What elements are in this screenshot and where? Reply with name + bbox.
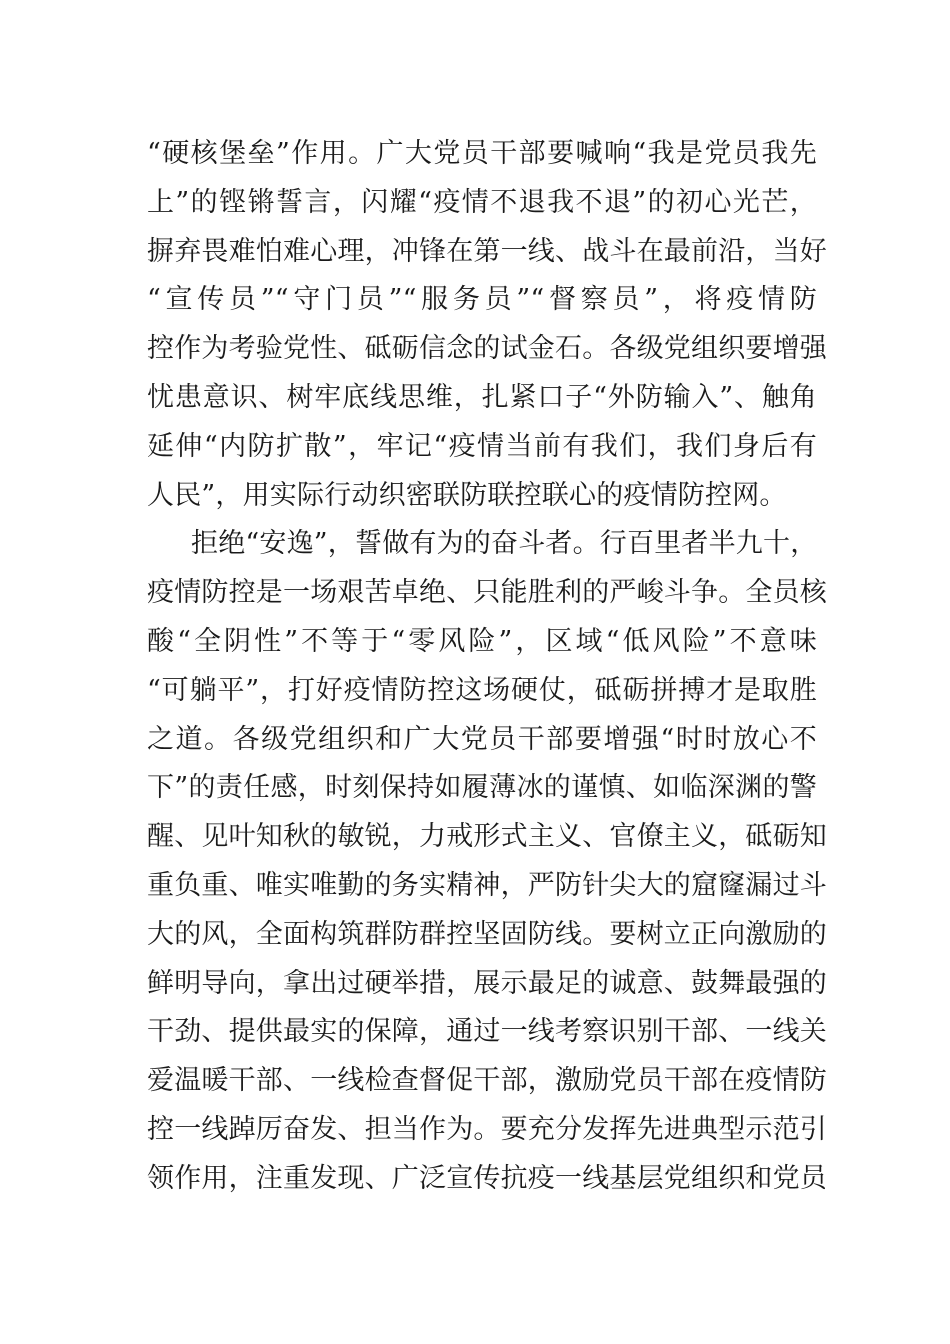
text-line: 酸“全阴性”不等于“零风险”，区域“低风险”不意味 xyxy=(147,625,817,657)
text-line: “宣传员”“守门员”“服务员”“督察员”，将疫情防 xyxy=(147,284,817,316)
text-line: 控作为考验党性、砥砺信念的试金石。各级党组织要增强 xyxy=(147,333,827,365)
text-line: 人民”，用实际行动织密联防联控联心的疫情防控网。 xyxy=(147,479,787,511)
text-line: 忧患意识、树牢底线思维，扎紧口子“外防输入”、触角 xyxy=(147,381,817,413)
text-line: 疫情防控是一场艰苦卓绝、只能胜利的严峻斗争。全员核 xyxy=(147,577,827,609)
text-line: 醒、见叶知秋的敏锐，力戒形式主义、官僚主义，砥砺知 xyxy=(147,821,827,853)
text-line: 上”的铿锵誓言，闪耀“疫情不退我不退”的初心光芒， xyxy=(147,186,817,218)
text-line: 干劲、提供最实的保障，通过一线考察识别干部、一线关 xyxy=(147,1016,827,1048)
paragraph-2 xyxy=(147,520,827,1203)
text-line: 领作用，注重发现、广泛宣传抗疫一线基层党组织和党员 xyxy=(147,1162,827,1194)
text-line: 重负重、唯实唯勤的务实精神，严防针尖大的窟窿漏过斗 xyxy=(147,869,827,901)
text-line: 控一线踔厉奋发、担当作为。要充分发挥先进典型示范引 xyxy=(147,1113,827,1145)
text-line: 大的风，全面构筑群防群控坚固防线。要树立正向激励的 xyxy=(147,918,827,950)
document-body xyxy=(147,130,827,1204)
text-line: “可躺平”，打好疫情防控这场硬仗，砥砺拼搏才是取胜 xyxy=(147,674,817,706)
paragraph-1 xyxy=(147,130,827,520)
text-line: 延伸“内防扩散”，牢记“疫情当前有我们，我们身后有 xyxy=(147,430,817,462)
text-line: 鲜明导向，拿出过硬举措，展示最足的诚意、鼓舞最强的 xyxy=(147,967,827,999)
text-line: 下”的责任感，时刻保持如履薄冰的谨慎、如临深渊的警 xyxy=(147,772,817,804)
text-line: 爱温暖干部、一线检查督促干部，激励党员干部在疫情防 xyxy=(147,1065,827,1097)
text-line: 之道。各级党组织和广大党员干部要增强“时时放心不 xyxy=(147,723,817,755)
text-line: 摒弃畏难怕难心理，冲锋在第一线、战斗在最前沿，当好 xyxy=(147,235,827,267)
text-line: 拒绝“安逸”，誓做有为的奋斗者。行百里者半九十， xyxy=(191,528,818,560)
text-line: “硬核堡垒”作用。广大党员干部要喊响“我是党员我先 xyxy=(147,138,817,169)
